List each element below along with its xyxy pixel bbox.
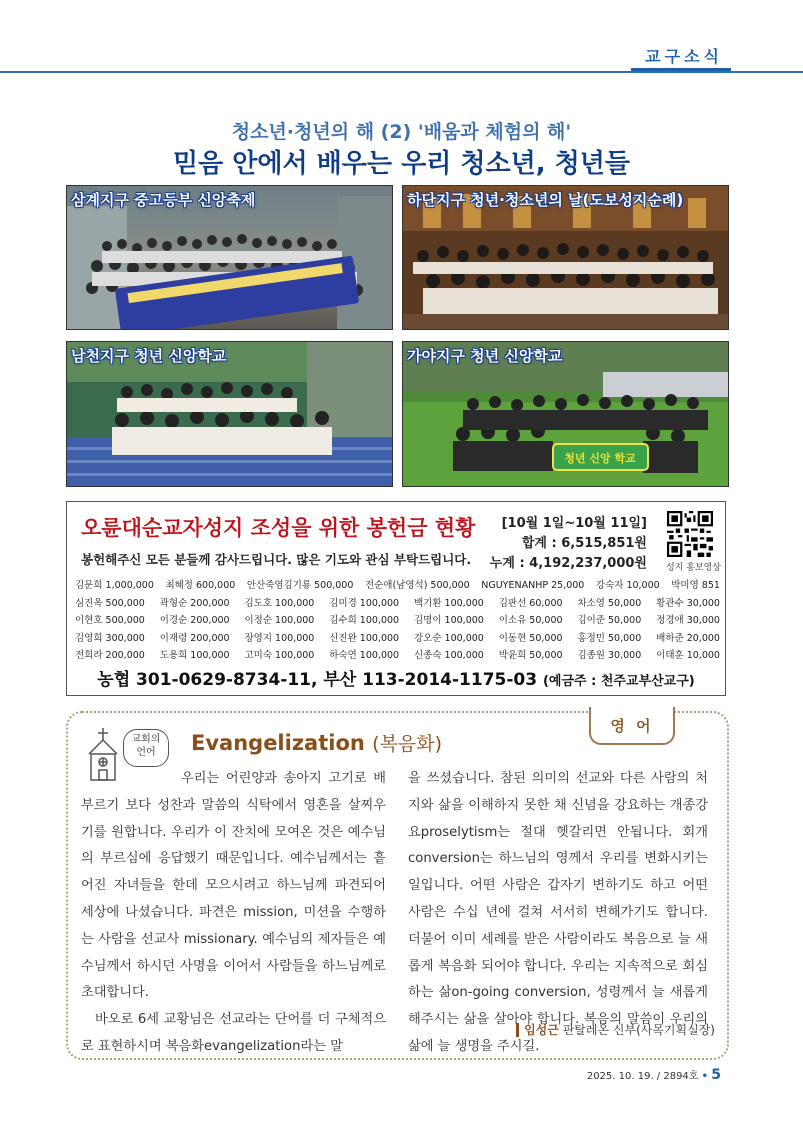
column-author: [516, 1021, 715, 1038]
donor-list: [75, 577, 720, 665]
column-right-text: [408, 766, 708, 1061]
photo-caption-gaya: 가야지구 청년 신앙학교: [407, 347, 563, 365]
column-title: [191, 729, 442, 756]
qr-label: 성지 홍보영상: [665, 563, 721, 573]
account-numbers: 농협 301-0629-8734-11, 부산 113-2014-1175-03: [97, 670, 538, 690]
badge-line: 언어: [136, 747, 156, 758]
donor-entry: 김종원 30,000: [577, 650, 642, 661]
donor-entry: 이경순 200,000: [159, 615, 230, 626]
donor-entry: 홍정민 50,000: [577, 632, 642, 644]
section-label: 교구소식: [645, 47, 723, 66]
gaya-banner-text: 청년 신앙 학교: [564, 452, 636, 465]
donor-entry: 이현호 500,000: [75, 615, 145, 626]
column-title-ko: (복음화): [372, 733, 443, 755]
donor-entry: 박미영 851: [671, 580, 720, 591]
donor-entry: 전희라 200,000: [75, 650, 145, 661]
donor-entry: 황관수 30,000: [656, 597, 720, 609]
donor-entry: 김명이 100,000: [414, 615, 484, 626]
column-tab-label: 영 어: [610, 717, 654, 735]
photo-namcheon: [66, 341, 393, 487]
donor-row: [75, 647, 720, 665]
column-paragraph: 바오로 6세 교황님은 선교라는 단어를 더 구체적으로 표현하시며 복음화evangelization라는 말: [81, 1012, 386, 1054]
donor-entry: 전순애(남영석) 500,000: [364, 580, 470, 591]
donor-entry: 김문희 1,000,000: [75, 580, 154, 591]
issue-info: 2025. 10. 19. / 2894호: [586, 1071, 699, 1082]
badge-text: [124, 733, 168, 759]
donor-entry: 이정순 100,000: [244, 615, 315, 626]
donation-title: 오륜대순교자성지 조성을 위한 봉헌금 현황: [81, 516, 476, 540]
donor-entry: 안산죽염김기룡 500,000: [246, 580, 354, 591]
donor-entry: 정경애 30,000: [656, 615, 720, 626]
donor-entry: 고미숙 100,000: [244, 650, 315, 661]
donor-entry: 강숙자 10,000: [595, 580, 660, 591]
photo-caption-samgye: 삼계지구 중고등부 신앙축제: [71, 191, 256, 209]
author-name: 임성근: [516, 1023, 559, 1037]
donation-cumulative: 누계 : 4,192,237,000원: [489, 556, 647, 571]
donor-entry: 이소유 50,000: [498, 615, 563, 626]
photo-gaya: [402, 341, 729, 487]
photo-hadan: [402, 185, 729, 330]
badge-line: 교회의: [131, 734, 161, 745]
donor-entry: 김판선 60,000: [498, 597, 563, 609]
donation-total: 합계 : 6,515,851원: [521, 536, 647, 551]
column-paragraph: 우리는 어린양과 송아지 고기로 배부르기 보다 성찬과 말씀의 식탁에서 영혼을 살찌우기를 원합니다. 우리가 이 잔치에 모여온 것은 예수님의 부르심에 응답했기 때문입니다. 예수님께서는 흩어진 자녀들을 한데 모으시려고 하느님께 파견되어 세상에 나셨습니다. 파견은 mission, 미션을 수행하는 사람을 선교사 missionary. 예수님의 제자들은 예수님께서 하시던 사명을 이어서 사람들을 하느님께로 초대합니다.: [81, 771, 386, 1001]
donor-entry: 김도호 100,000: [244, 597, 315, 609]
church-language-badge: [123, 729, 169, 767]
article-subtitle: 청소년·청년의 해 (2) '배움과 체험의 해': [231, 121, 572, 143]
column-title-en: Evangelization: [191, 731, 365, 755]
donor-entry: 백기환 100,000: [414, 597, 484, 609]
donor-entry: 이재령 200,000: [159, 632, 230, 644]
donor-entry: 하숙연 100,000: [329, 650, 400, 661]
donation-period: [10월 1일~10월 11일]: [501, 516, 647, 531]
donor-entry: 김수희 100,000: [329, 615, 400, 626]
donor-entry: 최혜정 600,000: [165, 580, 236, 591]
header-rule: [0, 71, 803, 73]
donation-thanks: 봉헌해주신 모든 분들께 감사드립니다. 많은 기도와 관심 부탁드립니다.: [81, 552, 472, 567]
footer-dot: •: [701, 1071, 709, 1082]
donation-box: [66, 501, 726, 696]
author-title: 판탈레온 신부(사목기획실장): [562, 1023, 715, 1037]
photo-caption-namcheon: 남천지구 청년 신앙학교: [71, 347, 227, 365]
page-number: 5: [711, 1067, 721, 1083]
article-title: 믿음 안에서 배우는 우리 청소년, 청년들: [173, 149, 630, 179]
donor-entry: NGUYENANHP 25,000: [481, 580, 585, 591]
donor-entry: 배하준 20,000: [656, 632, 720, 644]
donor-row: [75, 630, 720, 648]
column-paragraph: 을 쓰셨습니다. 참된 의미의 선교와 다른 사람의 처지와 삶을 이해하지 못한 채 신념을 강요하는 개종강요proselytism는 절대 헷갈리면 안됩니다. 회개conversion는 하느님의 영께서 우리를 변화시키는 일입니다. 어떤 사람은 갑자기 변하기도 하고 어떤 사람은 수십 년에 걸쳐 서서히 변해가기도 합니다. 더불어 이미 세례를 받은 사람이라도 복음으로 늘 새롭게 복음화 되어야 합니다. 우리는 지속적으로 회심하는 삶on-going conversion, 성령께서 늘 새롭게 해주시는 삶을 살아야 합니다. 복음의 말씀이 우리의 삶에 늘 생명을 주시길.: [408, 771, 708, 1054]
donor-entry: 김영희 300,000: [75, 632, 145, 644]
page-footer: [587, 1067, 721, 1083]
photo-caption-hadan: 하단지구 청년·청소년의 날(도보성지순례): [407, 191, 684, 209]
photo-samgye: [66, 185, 393, 330]
donor-entry: 김이준 50,000: [577, 615, 642, 626]
donor-entry: 강오순 100,000: [414, 632, 484, 644]
column-left-text: [81, 766, 386, 1061]
donor-entry: 신진완 100,000: [329, 632, 400, 644]
donor-row: [75, 577, 720, 595]
donor-entry: 이태훈 10,000: [656, 650, 720, 661]
column-tab: [589, 707, 675, 745]
donor-entry: 장영지 100,000: [244, 632, 315, 644]
donor-entry: 심진옥 500,000: [75, 597, 145, 609]
donor-entry: 김미경 100,000: [329, 597, 400, 609]
donor-entry: 신종숙 100,000: [414, 650, 484, 661]
donor-entry: 차소영 50,000: [577, 597, 642, 609]
qr-code-icon[interactable]: [667, 511, 713, 557]
donor-entry: 이동현 50,000: [498, 632, 563, 644]
donor-entry: 박윤희 50,000: [498, 650, 563, 661]
donor-row: [75, 612, 720, 630]
donor-entry: 도용희 100,000: [159, 650, 230, 661]
bank-accounts: [67, 665, 725, 690]
donor-entry: 곽형순 200,000: [159, 597, 230, 609]
account-holder: (예금주 : 천주교부산교구): [542, 674, 695, 689]
donor-row: [75, 595, 720, 613]
